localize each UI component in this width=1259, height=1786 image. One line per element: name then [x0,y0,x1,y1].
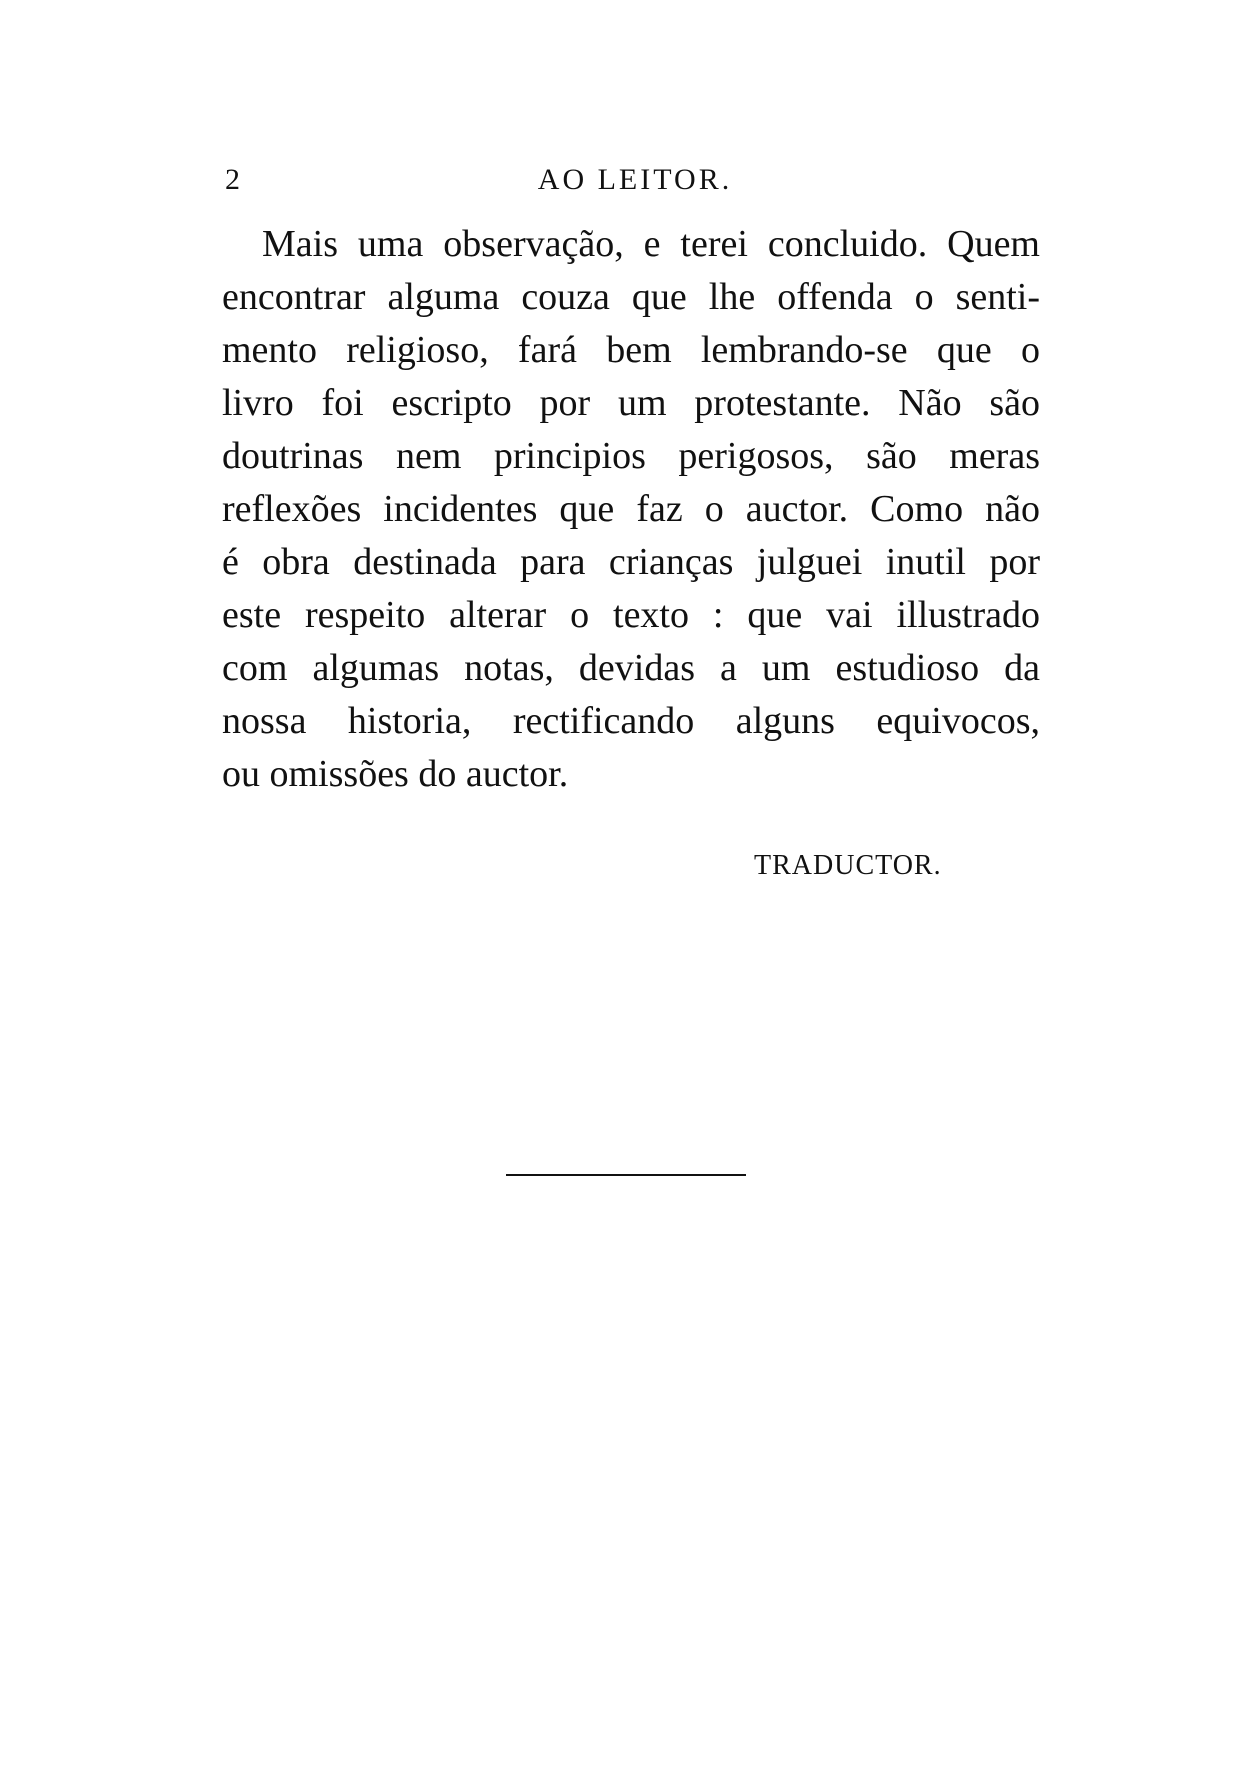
text-line: Mais uma observação, e terei concluido. Quem [262,223,1040,265]
text-line: doutrinas nem principios perigosos, são meras [222,435,1040,477]
running-header [225,160,1045,200]
text-line: ou omissões do auctor. [222,753,569,795]
text-line: mento religioso, fará bem lembrando-se que o [222,329,1040,371]
translator-signature: TRADUCTOR. [754,850,942,881]
text-line: reflexões incidentes que faz o auctor. Como não [222,488,1040,530]
text-line: é obra destinada para crianças julguei inutil por [222,541,1040,583]
text-line: este respeito alterar o texto : que vai illustrado [222,594,1040,636]
end-divider [506,1174,746,1176]
body-paragraph [222,218,1040,801]
text-line: com algumas notas, devidas a um estudioso da [222,647,1040,689]
text-line: encontrar alguma couza que lhe offenda o senti- [222,276,1040,318]
text-line: nossa historia, rectificando alguns equivocos, [222,700,1040,742]
header-title: AO LEITOR. [537,163,733,196]
page-number: 2 [225,163,240,196]
text-line: livro foi escripto por um protestante. Não são [222,382,1040,424]
